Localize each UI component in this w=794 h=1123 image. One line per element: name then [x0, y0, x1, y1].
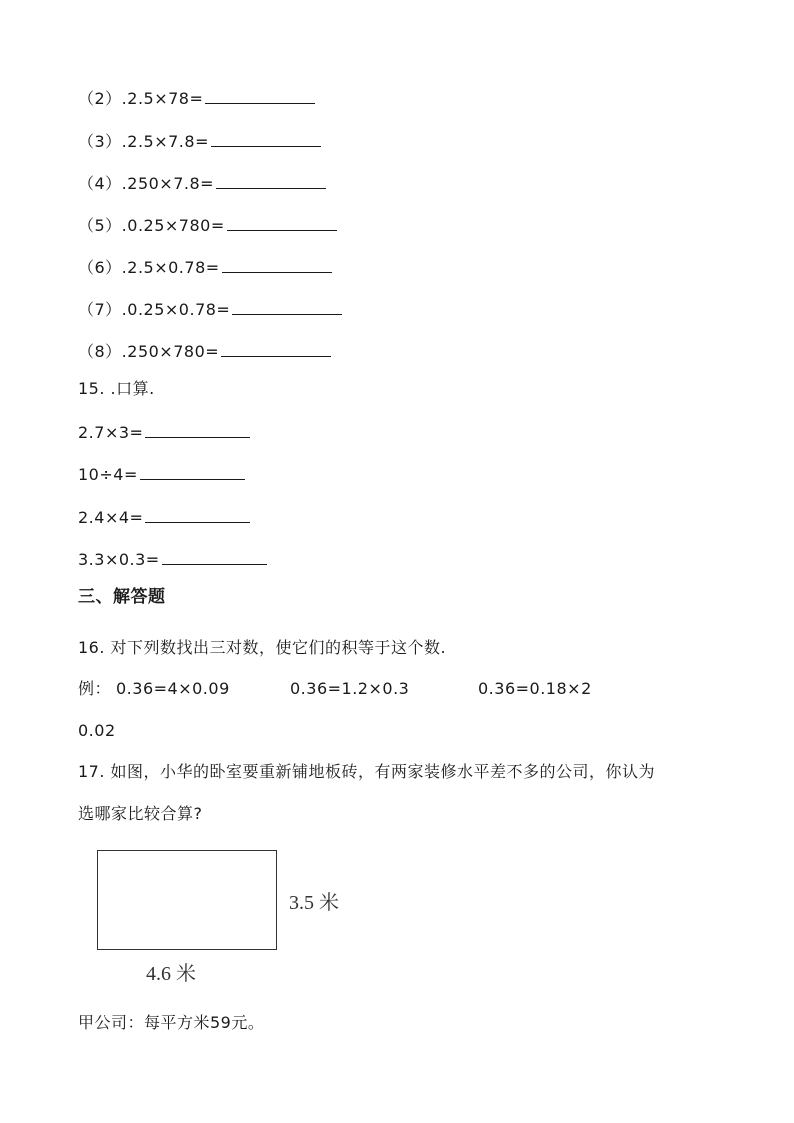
q14-item-2 — [78, 87, 315, 109]
q14-item-7 — [78, 298, 342, 320]
answer-blank[interactable] — [232, 298, 342, 315]
q15-item-3 — [78, 506, 250, 528]
q15-item-1 — [78, 421, 250, 443]
answer-blank[interactable] — [140, 463, 245, 480]
answer-blank[interactable] — [162, 548, 267, 565]
q15-item-1-text: 2.7×3= — [78, 423, 144, 442]
q16-example-1: 0.36=4×0.09 — [116, 679, 230, 698]
q14-item-4-text: （4）.250×7.8= — [78, 174, 215, 193]
answer-blank[interactable] — [222, 256, 332, 273]
answer-blank[interactable] — [205, 87, 315, 104]
answer-blank[interactable] — [145, 421, 250, 438]
q14-item-5-text: （5）.0.25×780= — [78, 216, 225, 235]
q14-item-8-text: （8）.250×780= — [78, 342, 220, 361]
q16-text: 16. 对下列数找出三对数，使它们的积等于这个数. — [78, 638, 447, 657]
q14-item-7-text: （7）.0.25×0.78= — [78, 300, 231, 319]
q16-number: 0.02 — [78, 721, 116, 740]
width-label: 4.6 米 — [146, 963, 196, 985]
q14-item-6-text: （6）.2.5×0.78= — [78, 258, 220, 277]
answer-blank[interactable] — [216, 172, 326, 189]
q15-title: 15. .口算. — [78, 379, 155, 398]
q17-line-1: 17. 如图，小华的卧室要重新铺地板砖，有两家装修水平差不多的公司，你认为 — [78, 762, 656, 781]
q15-item-2 — [78, 463, 245, 485]
q14-item-8 — [78, 340, 331, 362]
q14-item-3-text: （3）.2.5×7.8= — [78, 132, 209, 151]
q15-item-4-text: 3.3×0.3= — [78, 550, 160, 569]
answer-blank[interactable] — [221, 340, 331, 357]
section-title: 三、解答题 — [78, 587, 166, 607]
company-a-text: 甲公司：每平方米59元。 — [78, 1013, 265, 1032]
q17-line-2: 选哪家比较合算? — [78, 804, 203, 823]
q16-example-3: 0.36=0.18×2 — [478, 679, 592, 698]
q14-item-5 — [78, 214, 337, 236]
height-label: 3.5 米 — [289, 892, 339, 914]
q14-item-4 — [78, 172, 326, 194]
q15-item-2-text: 10÷4= — [78, 465, 138, 484]
q14-item-2-text: （2）.2.5×78= — [78, 89, 204, 108]
answer-blank[interactable] — [211, 130, 321, 147]
q16-example-2: 0.36=1.2×0.3 — [290, 679, 410, 698]
q15-item-4 — [78, 548, 267, 570]
q14-item-6 — [78, 256, 332, 278]
q15-item-3-text: 2.4×4= — [78, 508, 144, 527]
answer-blank[interactable] — [227, 214, 337, 231]
answer-blank[interactable] — [145, 506, 250, 523]
q14-item-3 — [78, 130, 321, 152]
q16-example-prefix: 例： — [78, 679, 112, 698]
room-rectangle — [97, 850, 277, 950]
